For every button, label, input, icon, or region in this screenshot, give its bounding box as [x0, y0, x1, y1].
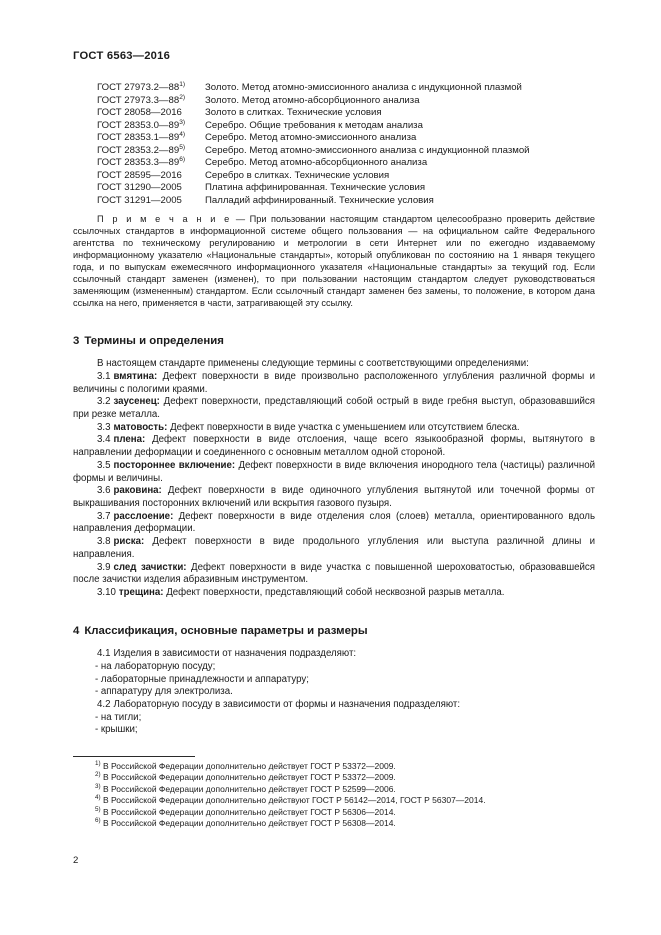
reference-item: [97, 195, 595, 208]
reference-title: Серебро. Метод атомно-эмиссионного анализа с индукционной плазмой: [205, 144, 530, 156]
term-name: раковина:: [113, 485, 162, 497]
term-definition: [73, 536, 595, 561]
term-name: заусенец:: [113, 396, 160, 408]
reference-footnote-marker: 4): [179, 131, 186, 138]
term-name: постороннее включение:: [113, 459, 236, 471]
term-number: 3.5: [97, 459, 111, 471]
term-definition: [73, 485, 595, 510]
section-4-title: Классификация, основные параметры и размеры: [84, 624, 368, 637]
term-definition: [73, 562, 595, 587]
footnote-marker: 5): [95, 805, 101, 813]
footnote-item: [73, 795, 595, 806]
footnote-marker: 2): [95, 771, 101, 779]
term-number: 3.10: [97, 586, 116, 598]
reference-item: [97, 82, 595, 95]
footnote-item: [73, 761, 595, 772]
clause-list-item: - на лабораторную посуду;: [95, 660, 216, 672]
clause-list-item: - крышки;: [95, 724, 138, 736]
note-label: П р и м е ч а н и е: [97, 214, 232, 225]
reference-item: [97, 132, 595, 145]
reference-title: Платина аффинированная. Технические условия: [205, 182, 426, 194]
term-name: матовость:: [113, 421, 168, 433]
reference-item: [97, 170, 595, 183]
footnote-marker: 3): [95, 782, 101, 790]
term-text: Дефект поверхности, представляющий собой острый в виде гребня выступ, образовавшийся при резке металла.: [73, 396, 595, 421]
reference-code: ГОСТ 28595—2016: [97, 169, 182, 181]
term-number: 3.2: [97, 396, 111, 408]
term-name: вмятина:: [113, 370, 158, 382]
clause-body: Изделия в зависимости от назначения подразделяют:: [113, 648, 357, 660]
reference-code: ГОСТ 28353.0—89$^{3)}$: [97, 118, 186, 131]
footnote-item: [73, 772, 595, 783]
footnotes-block: [73, 756, 595, 829]
term-name: след зачистки:: [113, 561, 187, 573]
term-definition: [73, 460, 595, 485]
term-text: Дефект поверхности в виде произвольно расположенного углубления различной формы и величины с пологими краями.: [73, 370, 595, 395]
clause-number: 4.1: [97, 648, 111, 660]
normative-references-list: [97, 82, 595, 207]
term-number: 3.3: [97, 421, 111, 433]
reference-footnote-marker: 1): [179, 80, 186, 88]
reference-footnote-marker: 6): [179, 156, 186, 164]
reference-item: [97, 107, 595, 120]
note-text: — При пользовании настоящим стандартом целесообразно проверить действие ссылочных стандартов в информационной системе общего пользования — на официальном сайте Федерального агентства по техническому регулированию и метрологии в сети Интернет или по ежегодно издаваемому информационному указателю «Национальные стандарты», который опубликован по состоянию на 1 января текущего года, и по выпускам ежемесячного информационного указателя «Национальные стандарты» за текущий год. Если ссылочный стандарт заменен (изменен), то при пользовании настоящим стандартом следует руководствоваться заменяющим (измененным) стандартом. Если ссылочный стандарт заменен без замены, то положение, в котором дана ссылка на него, применяется в части, затрагивающей эту ссылку.: [73, 214, 595, 308]
document-header-standard-number: ГОСТ 6563—2016: [73, 50, 171, 62]
footnote-text: В Российской Федерации дополнительно действует ГОСТ Р 53372—2009.: [100, 761, 396, 771]
reference-title: Золото. Метод атомно-эмиссионного анализа с индукционной плазмой: [205, 82, 522, 93]
term-text: Дефект поверхности в виде отслоения, чаще всего языкообразной формы, вытянутого в направлении деформации и соединенного с основным металлом одной стороной.: [73, 434, 595, 459]
clause-4-1: [73, 648, 595, 699]
footnote-text: В Российской Федерации дополнительно действуют ГОСТ Р 56142—2014, ГОСТ Р 56307—2014.: [100, 795, 486, 806]
term-number: 3.9: [97, 561, 111, 573]
term-text: Дефект поверхности в виде одиночного углубления вытянутой или точечной формы от выкрашивания посторонних включений или вскрытия газового пузыря.: [73, 485, 595, 509]
footnotes-list: [73, 761, 595, 829]
clause-list-item: - аппаратуру для электролиза.: [95, 686, 233, 698]
clause-body: Лабораторную посуду в зависимости от формы и назначения подразделяют:: [113, 698, 461, 710]
terms-list: [73, 371, 595, 600]
footnote-separator-rule: [73, 756, 195, 757]
reference-item: [97, 145, 595, 158]
term-definition: [73, 511, 595, 536]
clause-list-item: - на тигли;: [95, 711, 142, 723]
footnote-item: [73, 784, 595, 795]
reference-footnote-marker: 3): [179, 118, 186, 126]
section-heading-3: [73, 335, 595, 348]
clause-text: [73, 648, 595, 661]
reference-item: [97, 95, 595, 108]
term-text: Дефект поверхности в виде продольного углубления или выступа различной длины и направления.: [73, 536, 595, 560]
reference-title: Серебро. Метод атомно-эмиссионного анализа: [205, 132, 417, 144]
term-text: Дефект поверхности в виде участка с уменьшением или отсутствием блеска.: [167, 421, 520, 433]
reference-item: [97, 120, 595, 133]
reference-title: Серебро. Общие требования к методам анализа: [205, 119, 423, 131]
clause-list-item: - лабораторные принадлежности и аппаратуру;: [95, 673, 309, 685]
term-name: риска:: [113, 536, 145, 548]
term-definition: [73, 396, 595, 421]
footnote-marker: 4): [95, 794, 101, 802]
footnote-text: В Российской Федерации дополнительно действует ГОСТ Р 53372—2009.: [100, 772, 396, 783]
reference-code: ГОСТ 31291—2005: [97, 194, 182, 206]
reference-code: ГОСТ 28353.1—89$^{4)}$: [97, 131, 186, 144]
term-number: 3.4: [97, 434, 111, 446]
term-definition: [73, 422, 595, 435]
clause-text: [73, 699, 595, 712]
footnote-text: В Российской Федерации дополнительно действует ГОСТ Р 56306—2014.: [100, 806, 396, 817]
reference-title: Серебро. Метод атомно-абсорбционного анализа: [205, 157, 428, 169]
note-paragraph: [73, 214, 595, 309]
section-3-title: Термины и определения: [84, 334, 224, 347]
term-text: Дефект поверхности в виде отделения слоя (слоев) металла, ориентированного вдоль направления деформации.: [73, 510, 595, 535]
clause-4-2: [73, 699, 595, 737]
footnote-marker: 6): [95, 817, 101, 825]
term-number: 3.6: [97, 485, 111, 497]
term-definition: [73, 434, 595, 459]
clause-number: 4.2: [97, 698, 111, 710]
term-name: плена:: [113, 434, 146, 446]
section-3-intro: В настоящем стандарте применены следующие термины с соответствующими определениями:: [97, 358, 529, 370]
reference-footnote-marker: 5): [179, 143, 186, 151]
section-heading-4: [73, 625, 595, 638]
footnote-marker: 1): [95, 760, 101, 768]
term-text: Дефект поверхности, представляющий собой несквозной разрыв металла.: [163, 586, 505, 598]
footnote-item: [73, 807, 595, 818]
footnote-item: [73, 818, 595, 829]
reference-code: ГОСТ 27973.2—88$^{1)}$: [97, 80, 186, 93]
term-text: Дефект поверхности в виде участка с повышенной шероховатостью, образовавшейся после зачистки изделия абразивным инструментом.: [73, 561, 595, 586]
page-number: 2: [73, 855, 79, 866]
term-name: трещина:: [118, 586, 164, 598]
reference-code: ГОСТ 28353.2—89$^{5)}$: [97, 143, 186, 156]
reference-title: Золото в слитках. Технические условия: [205, 107, 382, 119]
reference-title: Палладий аффинированный. Технические условия: [205, 194, 434, 206]
reference-item: [97, 182, 595, 195]
term-number: 3.7: [97, 510, 111, 522]
term-number: 3.1: [97, 370, 111, 382]
footnote-text: В Российской Федерации дополнительно действует ГОСТ Р 56308—2014.: [100, 818, 396, 829]
document-body: [73, 82, 595, 737]
reference-code: ГОСТ 31290—2005: [97, 182, 182, 194]
term-definition: [73, 371, 595, 396]
term-text: Дефект поверхности в виде включения инородного тела (частицы) различной формы и величины.: [73, 459, 596, 484]
term-number: 3.8: [97, 536, 111, 548]
reference-title: Золото. Метод атомно-абсорбционного анализа: [205, 94, 420, 106]
reference-code: ГОСТ 28058—2016: [97, 107, 182, 119]
section-3-number: 3: [73, 334, 80, 347]
reference-footnote-marker: 2): [179, 93, 186, 101]
footnote-text: В Российской Федерации дополнительно действует ГОСТ Р 52599—2006.: [100, 783, 396, 794]
term-definition: [73, 587, 595, 600]
reference-code: ГОСТ 27973.3—88$^{2)}$: [97, 93, 186, 106]
reference-code: ГОСТ 28353.3—89$^{6)}$: [97, 156, 186, 169]
section-4-number: 4: [73, 624, 80, 637]
reference-item: [97, 157, 595, 170]
reference-title: Серебро в слитках. Технические условия: [205, 169, 390, 181]
term-name: расслоение:: [113, 510, 174, 522]
